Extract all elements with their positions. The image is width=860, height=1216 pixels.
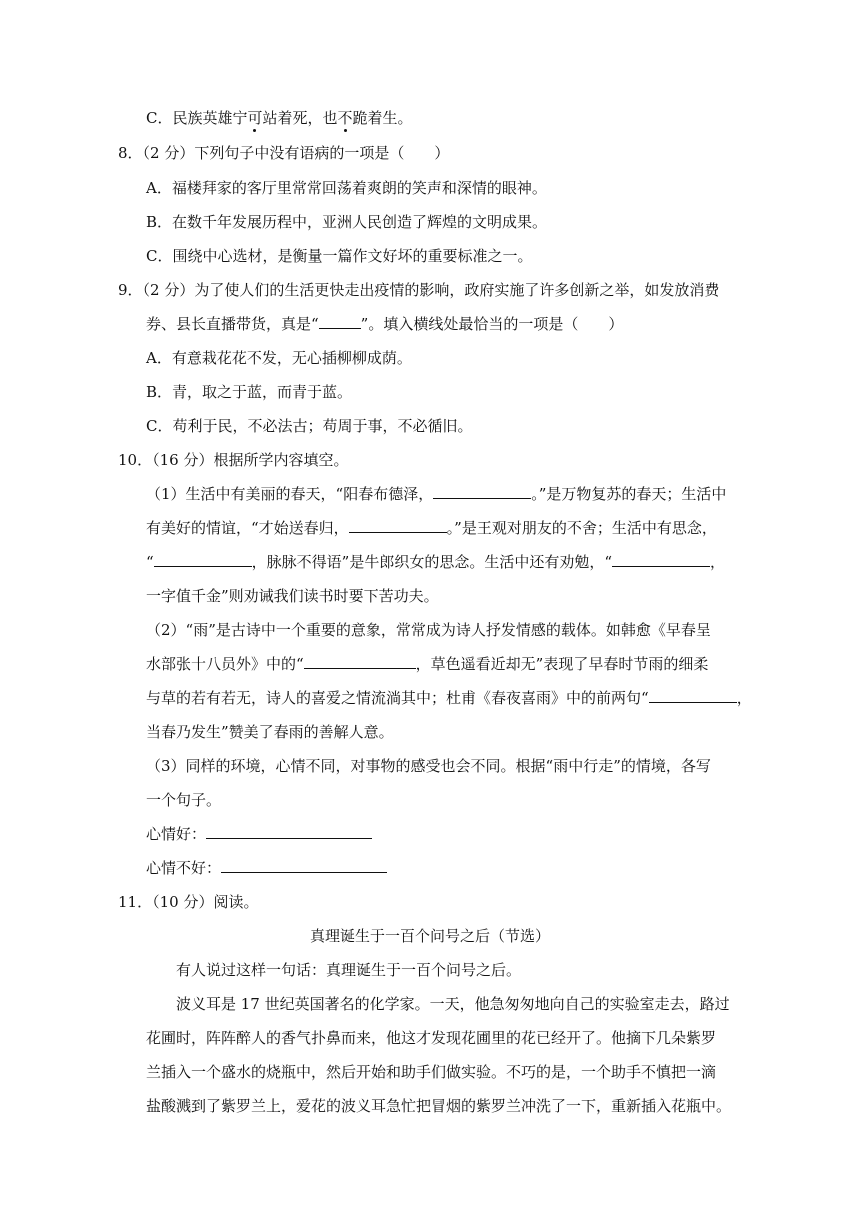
passage-p2-line3: 兰插入一个盛水的烧瓶中，然后开始和助手们做实验。不巧的是，一个助手不慎把一滴 (146, 1063, 717, 1081)
q11-stem: 11．（10 分）阅读。 (118, 893, 259, 911)
q7c-text-a: C．民族英雄宁 (146, 109, 248, 127)
q10-blank-1[interactable] (433, 484, 531, 499)
q10-blank-5[interactable] (304, 654, 416, 669)
q10-p3-line2: 一个句子。 (146, 791, 222, 809)
q10-p1-line1-text-b: 。”是万物复苏的春天；生活中 (531, 485, 727, 503)
q10-good-mood-label: 心情好： (146, 825, 207, 843)
q10-blank-2[interactable] (349, 518, 447, 533)
q9-stem-text-a: 券、县长直播带货，真是“ (146, 315, 319, 333)
q7c-emphasis-1: 可 (247, 109, 263, 127)
passage-title: 真理诞生于一百个问号之后（节选） (309, 927, 550, 945)
q10-p1-line2 (146, 518, 717, 538)
q7c-emphasis-2: 不 (337, 109, 353, 127)
passage-paragraph-1: 有人说过这样一句话：真理诞生于一百个问号之后。 (176, 961, 522, 979)
q10-p2-line1: （2）“雨”是古诗中一个重要的意象，常常成为诗人抒发情感的载体。如韩愈《早春呈 (146, 621, 711, 639)
q7c-text-c: 跪着生。 (352, 109, 413, 127)
q10-blank-4[interactable] (612, 552, 710, 567)
q10-p2-line3-text-b: ， (736, 689, 752, 707)
q8-option-b: B．在数千年发展历程中，亚洲人民创造了辉煌的文明成果。 (146, 213, 548, 231)
q9-stem-line2 (146, 314, 623, 334)
q10-stem: 10．（16 分）根据所学内容填空。 (118, 451, 349, 469)
q10-bad-mood-label: 心情不好： (146, 859, 222, 877)
q9-stem-line1: 9．（2 分）为了使人们的生活更快走出疫情的影响，政府实施了许多创新之举，如发放消费 (118, 281, 720, 299)
q10-p2-line3 (146, 688, 752, 708)
q7-option-c (146, 108, 413, 128)
q10-bad-mood-blank[interactable] (221, 858, 387, 873)
q10-blank-6[interactable] (649, 688, 737, 703)
q10-p1-line3-text-b: ，脉脉不得语”是牛郎织女的思念。生活中还有劝勉，“ (251, 553, 613, 571)
q9-blank[interactable] (319, 314, 361, 329)
q10-p1-line3 (146, 552, 725, 572)
q10-good-mood-blank[interactable] (206, 824, 372, 839)
q10-p1-line1-text-a: （1）生活中有美丽的春天，“阳春布德泽， (146, 485, 434, 503)
q9-option-b: B．青，取之于蓝，而青于蓝。 (146, 383, 353, 401)
passage-p2-line4: 盐酸溅到了紫罗兰上，爱花的波义耳急忙把冒烟的紫罗兰冲洗了一下，重新插入花瓶中。 (146, 1097, 732, 1115)
q10-p2-line2-text-b: ，草色遥看近却无”表现了早春时节雨的细柔 (415, 655, 709, 673)
q10-p2-line2-text-a: 水部张十八员外》中的“ (146, 655, 304, 673)
q10-bad-mood-row (146, 858, 387, 878)
q7c-text-b: 站着死，也 (262, 109, 338, 127)
q10-p1-line2-text-a: 有美好的情谊，“才始送春归， (146, 519, 349, 537)
q8-option-c: C．围绕中心选材，是衡量一篇作文好坏的重要标准之一。 (146, 247, 533, 265)
q10-good-mood-row (146, 824, 372, 844)
q9-option-a: A．有意栽花花不发，无心插柳柳成荫。 (146, 349, 412, 367)
q8-stem: 8．（2 分）下列句子中没有语病的一项是（ ） (118, 144, 450, 162)
q10-p1-line1 (146, 484, 726, 504)
q10-p2-line2 (146, 654, 708, 674)
q9-option-c: C．苟利于民，不必法古；苟周于事，不必循旧。 (146, 417, 473, 435)
q9-stem-text-b: ”。填入横线处最恰当的一项是（ ） (360, 315, 624, 333)
passage-p2-line1: 波义耳是 17 世纪英国著名的化学家。一天，他急匆匆地向自己的实验室走去，路过 (176, 995, 730, 1013)
q10-p1-line3-text-c: ， (710, 553, 726, 571)
passage-p2-line2: 花圃时，阵阵醉人的香气扑鼻而来，他这才发现花圃里的花已经开了。他摘下几朵紫罗 (146, 1029, 717, 1047)
q8-option-a: A．福楼拜家的客厅里常常回荡着爽朗的笑声和深情的眼神。 (146, 179, 547, 197)
q10-p2-line4: 当春乃发生”赞美了春雨的善解人意。 (146, 723, 394, 741)
q10-p2-line3-text-a: 与草的若有若无，诗人的喜爱之情流淌其中；杜甫《春夜喜雨》中的前两句“ (146, 689, 649, 707)
q10-blank-3[interactable] (154, 552, 252, 567)
q10-p1-line3-text-a: “ (146, 553, 154, 571)
q10-p1-line2-text-b: 。”是王观对朋友的不舍；生活中有思念， (446, 519, 717, 537)
q10-p1-line4: 一字值千金”则劝诫我们读书时要下苦功夫。 (146, 587, 439, 605)
q10-p3-line1: （3）同样的环境，心情不同，对事物的感受也会不同。根据“雨中行走”的情境，各写 (146, 757, 711, 775)
